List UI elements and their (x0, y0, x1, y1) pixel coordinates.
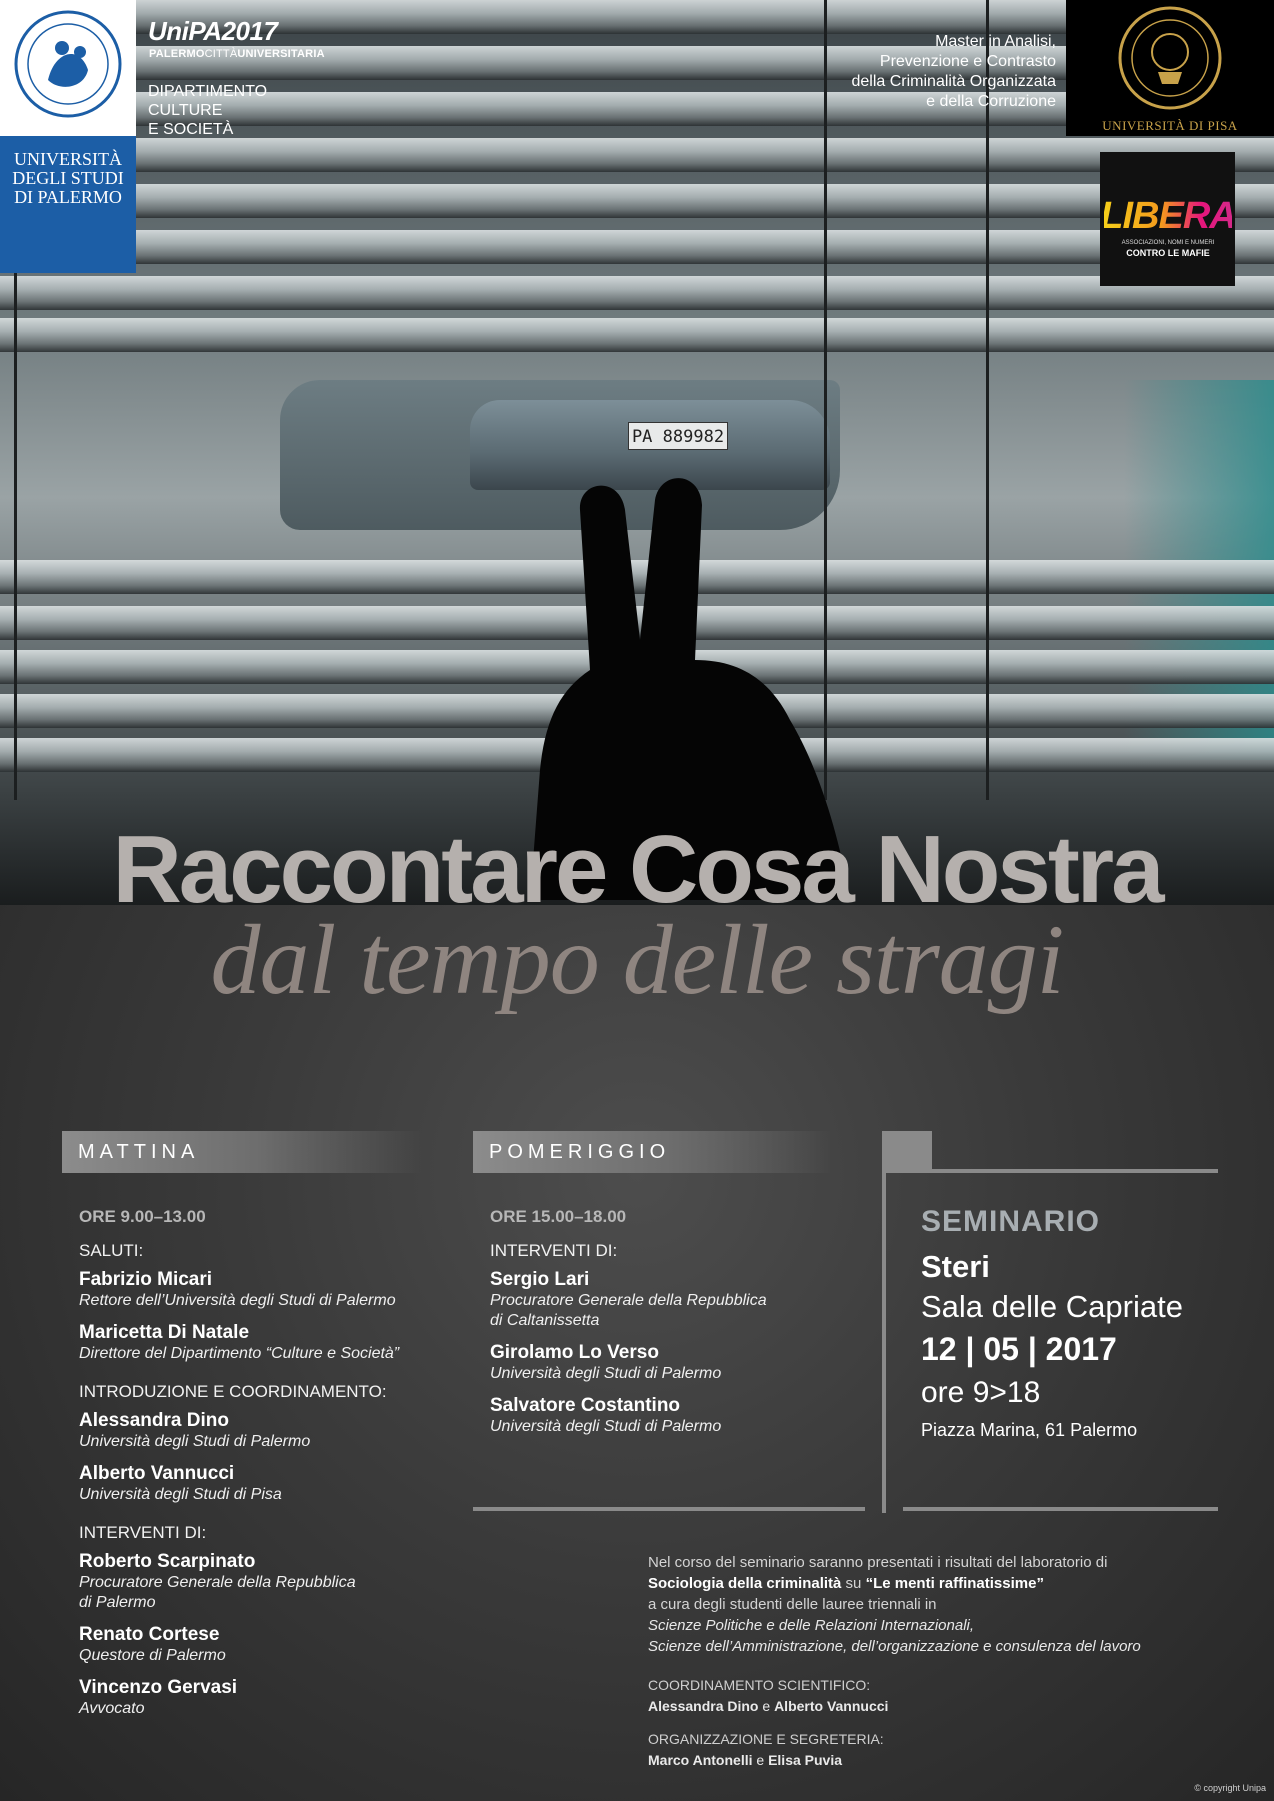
mattina-interventi-label: INTERVENTI DI: (79, 1523, 207, 1542)
speaker-role: Procuratore Generale della Repubblica di Palermo (79, 1574, 356, 1611)
license-plate: PA 889982 (628, 422, 728, 450)
speaker-role: Direttore del Dipartimento “Culture e Società” (79, 1345, 400, 1362)
palermo-citta-universitaria (149, 48, 325, 60)
blind-slat (0, 138, 1274, 172)
coord-name-a: Alessandra Dino (648, 1698, 759, 1714)
speaker-role: Procuratore Generale della Repubblica di Caltanissetta (490, 1292, 767, 1329)
seminario-title: SEMINARIO (921, 1205, 1101, 1238)
speaker-role: Avvocato (79, 1700, 145, 1717)
mattina-header: MATTINA (62, 1131, 422, 1173)
pomeriggio-interventi-list (490, 1269, 870, 1437)
coord-and: e (758, 1698, 775, 1714)
unipa2017-logo[interactable]: UniPA2017 (148, 16, 278, 46)
speaker-name: Vincenzo Gervasi (79, 1677, 238, 1698)
unipa-name: UNIVERSITÀ DEGLI STUDI DI PALERMO (12, 149, 124, 207)
saluti-label: SALUTI: (79, 1241, 144, 1260)
seminar-notes (648, 1552, 1248, 1771)
speaker-entry (490, 1269, 870, 1331)
citta-word: CITTÀ (204, 48, 238, 60)
notes-line-2 (648, 1573, 1248, 1594)
master-label: Master in Analisi, Prevenzione e Contrasto della Criminalità Organizzata e della Corruzione (851, 33, 1056, 110)
poster-subtitle: dal tempo delle stragi (210, 904, 1064, 1015)
mattina-interventi-list (79, 1551, 479, 1719)
coord-name-b: Alberto Vannucci (774, 1698, 889, 1714)
pomeriggio-header: POMERIGGIO (473, 1131, 833, 1173)
org-name-b: Elisa Puvia (768, 1752, 843, 1768)
org-names (648, 1750, 1248, 1771)
seminario-divider-vertical (882, 1173, 886, 1513)
seminario-date: 12 | 05 | 2017 (921, 1331, 1117, 1367)
speaker-role: Questore di Palermo (79, 1647, 226, 1664)
speaker-name: Alberto Vannucci (79, 1463, 235, 1484)
notes-quote: “Le menti raffinatissime” (865, 1575, 1044, 1592)
seminario-time: ore 9>18 (921, 1376, 1041, 1409)
notes-su: su (841, 1575, 866, 1592)
pomeriggio-column (490, 1207, 870, 1448)
libera-word (1104, 190, 1232, 246)
coord-names (648, 1696, 1248, 1717)
palermo-word: PALERMO (149, 48, 205, 60)
speaker-entry (490, 1342, 870, 1384)
intro-list (79, 1410, 479, 1505)
seminario-corner-block (882, 1131, 932, 1173)
pisa-name: UNIVERSITÀ DI PISA (1102, 118, 1238, 133)
notes-course: Sociologia della criminalità (648, 1575, 842, 1592)
speaker-name: Fabrizio Micari (79, 1269, 213, 1290)
speaker-name: Roberto Scarpinato (79, 1551, 256, 1572)
saluti-list (79, 1269, 479, 1364)
notes-line-3: a cura degli studenti delle lauree triennali in (648, 1596, 937, 1613)
unipa-seal-icon (0, 0, 136, 136)
speaker-name: Alessandra Dino (79, 1410, 229, 1431)
libera-subtitle-2: CONTRO LE MAFIE (1126, 248, 1210, 258)
speaker-entry (79, 1624, 479, 1666)
org-label: ORGANIZZAZIONE E SEGRETERIA: (648, 1731, 884, 1747)
blind-slat (0, 276, 1274, 310)
seminario-room: Sala delle Capriate (921, 1289, 1183, 1324)
copyright-notice: © copyright Unipa (1194, 1783, 1266, 1793)
blind-slat (0, 230, 1274, 264)
universitaria-word: UNIVERSITARIA (237, 48, 325, 60)
speaker-name: Sergio Lari (490, 1269, 590, 1290)
org-and: e (752, 1752, 769, 1768)
speaker-role: Università degli Studi di Palermo (490, 1365, 722, 1382)
poster-title: Raccontare Cosa Nostra (112, 816, 1162, 923)
seminario-divider-top (932, 1169, 1218, 1173)
libera-wordmark (1104, 190, 1232, 236)
seminario-venue: Steri (921, 1249, 990, 1284)
speaker-name: Maricetta Di Natale (79, 1322, 250, 1343)
divider-bottom-left (473, 1507, 865, 1511)
mattina-column (79, 1207, 479, 1730)
pomeriggio-interventi-label: INTERVENTI DI: (490, 1241, 618, 1260)
notes-line-5: Scienze dell’Amministrazione, dell’organizzazione e consulenza del lavoro (648, 1638, 1141, 1655)
libera-subtitle-1: ASSOCIAZIONI, NOMI E NUMERI (1121, 240, 1215, 246)
notes-line-1: Nel corso del seminario saranno presentati i risultati del laboratorio di (648, 1554, 1108, 1571)
speaker-entry (79, 1322, 479, 1364)
unipa-seal-box (0, 0, 136, 136)
notes-line-4: Scienze Politiche e delle Relazioni Internazionali, (648, 1617, 975, 1634)
speaker-entry (79, 1463, 479, 1505)
seminario-address: Piazza Marina, 61 Palermo (921, 1420, 1138, 1440)
speaker-name: Girolamo Lo Verso (490, 1342, 659, 1363)
pomeriggio-time: ORE 15.00–18.00 (490, 1207, 627, 1226)
speaker-role: Università degli Studi di Palermo (490, 1418, 722, 1435)
speaker-role: Università degli Studi di Palermo (79, 1433, 311, 1450)
pisa-logo[interactable] (1066, 0, 1274, 136)
org-name-a: Marco Antonelli (648, 1752, 753, 1768)
speaker-entry (79, 1269, 479, 1311)
coord-label: COORDINAMENTO SCIENTIFICO: (648, 1677, 871, 1693)
speaker-name: Salvatore Costantino (490, 1395, 681, 1416)
pisa-seal-icon (1066, 0, 1274, 116)
blind-cord (986, 0, 989, 800)
blind-slat (0, 184, 1274, 218)
speaker-entry (79, 1551, 479, 1613)
unipa-logo[interactable] (0, 0, 136, 273)
intro-label: INTRODUZIONE E COORDINAMENTO: (79, 1382, 387, 1401)
seminario-info (921, 1203, 1241, 1445)
speaker-entry (79, 1410, 479, 1452)
speaker-entry (79, 1677, 479, 1719)
mattina-time: ORE 9.00–13.00 (79, 1207, 206, 1226)
svg-text:LIBERA: LIBERA (1104, 195, 1232, 236)
dipartimento-label: DIPARTIMENTO CULTURE E SOCIETÀ (148, 83, 268, 138)
speaker-role: Rettore dell’Università degli Studi di Palermo (79, 1292, 396, 1309)
divider-bottom-right (903, 1507, 1218, 1511)
blind-slat (0, 318, 1274, 352)
speaker-name: Renato Cortese (79, 1624, 220, 1645)
speaker-role: Università degli Studi di Pisa (79, 1486, 282, 1503)
speaker-entry (490, 1395, 870, 1437)
